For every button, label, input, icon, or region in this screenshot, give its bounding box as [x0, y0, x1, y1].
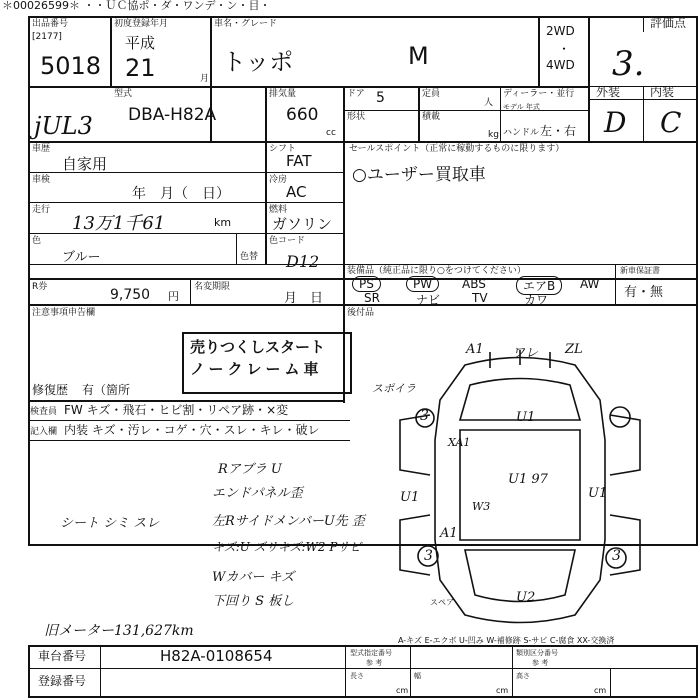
mark-3-rear-left: 3: [424, 548, 433, 564]
fuel-value: ガソリン: [272, 215, 333, 233]
score-value: 3.: [612, 44, 645, 84]
inspector-row1: FW キズ・飛石・ヒビ割・リペア跡・×変: [64, 403, 289, 417]
cert-label: 型式指定番号: [350, 649, 392, 657]
caution-label: 注意事項申告欄: [32, 308, 96, 318]
width-unit: cm: [496, 686, 509, 695]
lot-sub: [2177]: [32, 32, 62, 42]
equip-aw: AW: [580, 277, 600, 291]
shape-label: 形状: [347, 112, 366, 122]
height-unit: cm: [594, 686, 607, 695]
recycle-value: 9,750: [110, 287, 151, 303]
mark-crack: ワレ: [512, 346, 539, 361]
sales-point-value: ○ユーザー買取車: [352, 165, 486, 185]
note-1: Rアブラ U: [218, 462, 282, 477]
dealer-label: ディーラー・並行: [503, 89, 575, 99]
inspector-row2: 内装 キズ・汚レ・コゲ・穴・スレ・キレ・破レ: [64, 423, 320, 437]
interior-label: 内装: [650, 85, 675, 99]
class-label: 類別区分番号: [516, 649, 558, 657]
color-code-value: D12: [286, 252, 320, 271]
top-banner: ＊00026599＊ ・・ＵＣ協ポ・ダ・ワンデ・ン・目・: [2, 0, 271, 12]
model-label: 型式: [114, 89, 133, 99]
mark-spoiler: スポイラ: [372, 382, 416, 395]
equip-airbag: エアB: [516, 276, 562, 295]
note-6: Wカバー キズ: [212, 570, 295, 585]
repair-label: 修復歴: [32, 383, 69, 397]
mark-3-rear-right: 3: [612, 548, 621, 564]
color-code-label: 色コード: [269, 236, 306, 246]
damage-legend: A-キズ E-エクボ U-凹み W-補修跡 S-サビ C-腐食 XX-交換済: [398, 636, 615, 645]
warranty-value: 有・無: [624, 285, 664, 300]
drive-2wd: 2WD: [546, 24, 575, 38]
mileage-unit: km: [214, 216, 232, 229]
height-label: 高さ: [516, 672, 530, 680]
equip-tv: TV: [472, 291, 488, 305]
ac-value: AC: [286, 183, 307, 201]
chassis-value: H82A-0108654: [160, 647, 273, 665]
capacity-value: 人: [484, 98, 494, 108]
equip-sr: SR: [364, 291, 380, 305]
exterior-label: 外装: [596, 85, 621, 99]
load-label: 積載: [422, 112, 441, 122]
doors-label: ドア: [347, 89, 365, 99]
mark-u2: U2: [516, 590, 536, 605]
mark-3-front-left: 3: [420, 408, 429, 424]
doors-value: 5: [376, 90, 385, 106]
chassis-label: 車台番号: [38, 649, 87, 663]
car-label: 車名・グレード: [214, 19, 278, 29]
interior-value: C: [660, 106, 682, 139]
shift-value: FAT: [286, 152, 312, 170]
usage-value: 自家用: [62, 155, 108, 173]
reg-year: 21: [125, 54, 156, 82]
mileage-value: 13万1千61: [72, 213, 166, 234]
note-5: キズ:U ズリキズ:W2 Pサビ: [212, 540, 362, 554]
equip-abs: ABS: [462, 277, 486, 291]
mark-u1-hood: U1: [516, 410, 536, 425]
class-sub: 参 考: [532, 659, 549, 667]
equip-navi: ナビ: [416, 293, 441, 307]
note-8: 旧メーター131,627km: [44, 623, 194, 639]
mark-a1-top: A1: [466, 342, 484, 357]
usage-label: 車歴: [32, 144, 51, 154]
length-label: 長さ: [350, 672, 364, 680]
equip-leather: カワ: [524, 293, 549, 307]
reg-label: 初度登録年月: [114, 19, 169, 29]
stamp-line1: 売りつくしスタート: [190, 338, 326, 356]
handle-label: ハンドル: [503, 128, 540, 138]
shift-label: シフト: [269, 144, 297, 154]
lot-label: 出品番号: [32, 19, 69, 29]
displacement-label: 排気量: [269, 89, 297, 99]
color-label: 色: [32, 236, 42, 246]
drive-4wd: 4WD: [546, 58, 575, 72]
mark-u1-left: U1: [400, 490, 420, 505]
equip-ps: PS: [352, 276, 381, 292]
note-7: 下回り S 板し: [212, 594, 295, 609]
model-year-label: モデル 年式: [503, 103, 540, 111]
displacement-unit: cc: [326, 128, 336, 138]
recycle-label: R券: [32, 282, 48, 292]
equipment-label: 装備品（純正品に限り○をつけてください）: [347, 266, 526, 276]
inspector-row1-label: 検査員: [30, 407, 58, 417]
recycle-unit: 円: [168, 290, 179, 303]
name-change-label: 名変期限: [194, 282, 231, 292]
sales-point-label: セールスポイント（正常に稼動するものに限ります）: [349, 144, 565, 154]
mark-xa1: XA1: [448, 436, 471, 449]
exterior-value: D: [604, 106, 627, 139]
inspection-value: 年 月（ 日）: [132, 186, 230, 202]
repair-value: 有（箇所: [82, 383, 131, 397]
reg-month-unit: 月: [200, 74, 210, 84]
ac-label: 冷房: [269, 175, 288, 185]
inspection-label: 車検: [32, 175, 51, 185]
displacement-value: 660: [286, 105, 319, 125]
score-label: 評価点: [650, 16, 687, 30]
inspector-row2-label: 記入欄: [30, 427, 58, 437]
car-name: トッポ: [222, 48, 294, 76]
warranty-label: 新車保証書: [620, 266, 660, 275]
mark-a1-rear: A1: [440, 526, 458, 541]
mark-zl: ZL: [565, 342, 583, 357]
handle-value: 左・右: [540, 124, 577, 138]
color-value: ブルー: [62, 250, 101, 265]
note-2: エンドパネル歪: [212, 486, 303, 501]
note-hand: jUL3: [34, 112, 93, 140]
reg-era: 平成: [125, 34, 156, 52]
color-change-label: 色替: [240, 252, 259, 262]
mark-w3: W3: [472, 500, 491, 513]
note-4: 左RサイドメンバーU先 歪: [212, 514, 365, 529]
lot-number: 5018: [40, 52, 102, 80]
fuel-label: 燃料: [269, 205, 288, 215]
load-unit: kg: [488, 130, 499, 140]
mark-spare: スペア: [430, 598, 454, 607]
equip-pw: PW: [406, 276, 439, 292]
registration-label: 登録番号: [38, 674, 87, 688]
width-label: 幅: [414, 672, 421, 680]
cert-sub: 参 考: [366, 659, 383, 667]
capacity-label: 定員: [422, 89, 441, 99]
mileage-label: 走行: [32, 205, 51, 215]
mark-u1-roof: U1 97: [508, 472, 548, 487]
note-3: シート シミ スレ: [60, 516, 160, 531]
mark-u1-right: U1: [588, 486, 608, 501]
car-grade: M: [408, 42, 429, 70]
no-claim-stamp: [182, 332, 352, 394]
model-value: DBA-H82A: [128, 105, 217, 125]
length-unit: cm: [396, 686, 409, 695]
name-change-value: 月 日: [284, 291, 324, 306]
after-market-label: 後付品: [347, 308, 375, 318]
stamp-line2: ノークレーム車: [190, 360, 323, 378]
